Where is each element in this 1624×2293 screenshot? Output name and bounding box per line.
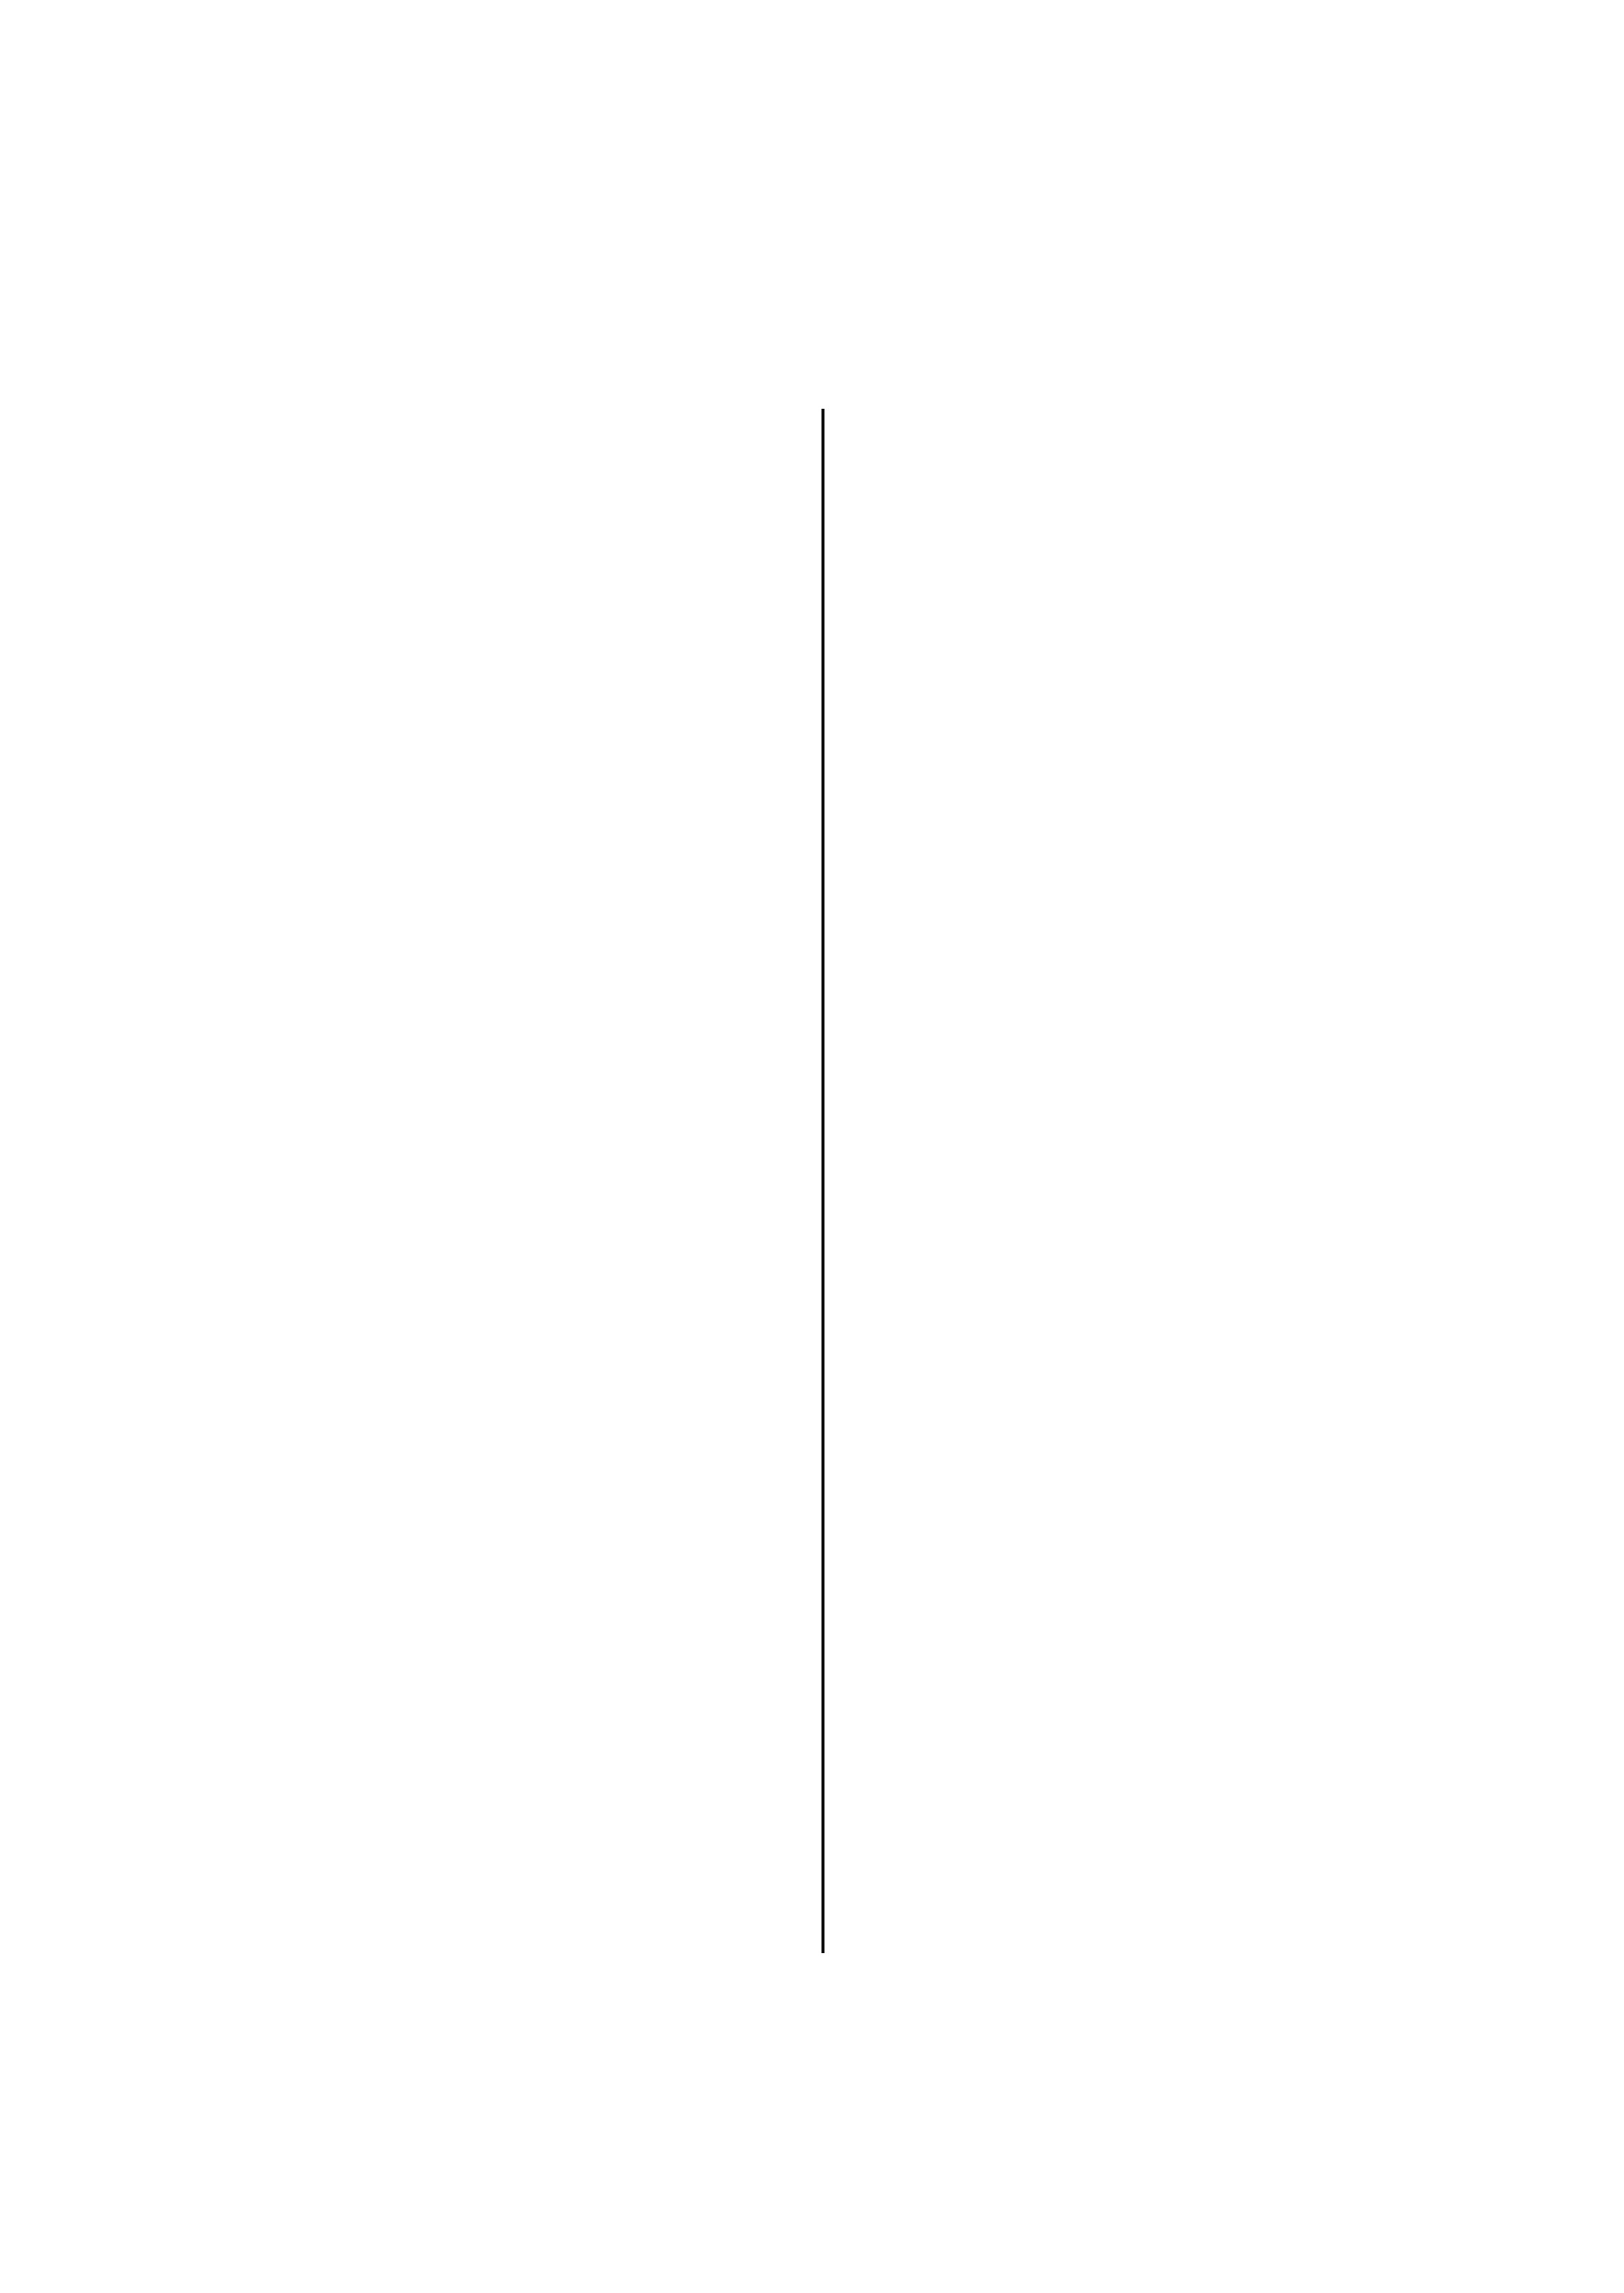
dictionary-entry [848, 1514, 1454, 1570]
dictionary-entry [204, 1010, 803, 1066]
dictionary-entry [204, 1514, 803, 1570]
dictionary-entry [204, 954, 803, 1010]
dictionary-entry [848, 1010, 1454, 1066]
dictionary-entry [204, 1738, 803, 1794]
dictionary-entry [848, 1570, 1454, 1626]
dictionary-entry [848, 618, 1454, 674]
dictionary-entry [848, 394, 1454, 450]
dictionary-entry [848, 1402, 1454, 1458]
dictionary-entry [848, 1346, 1454, 1402]
dictionary-entry [204, 1402, 803, 1458]
dictionary-entry [204, 842, 803, 898]
dictionary-entry [204, 898, 803, 954]
right-column [848, 394, 1454, 1794]
dictionary-entry [848, 786, 1454, 842]
dictionary-entry [848, 1682, 1454, 1738]
dictionary-entry [848, 842, 1454, 898]
dictionary-entry [848, 506, 1454, 562]
dictionary-entry [204, 618, 803, 674]
dictionary-entry [204, 1794, 803, 1850]
dictionary-entry [204, 674, 803, 730]
dictionary-entry [848, 954, 1454, 1010]
dictionary-entry [204, 1682, 803, 1738]
dictionary-entry [848, 1290, 1454, 1346]
dictionary-entry [204, 394, 803, 450]
dictionary-entry [848, 730, 1454, 786]
dictionary-entry [204, 506, 803, 562]
left-column [204, 394, 803, 1962]
dictionary-entry [848, 562, 1454, 618]
dictionary-entry [848, 450, 1454, 506]
dictionary-entry [848, 1626, 1454, 1682]
dictionary-entry [204, 1066, 803, 1122]
dictionary-entry [848, 1458, 1454, 1514]
dictionary-entry [848, 674, 1454, 730]
dictionary-entry [848, 1178, 1454, 1234]
dictionary-entry [204, 1234, 803, 1290]
dictionary-entry [204, 1626, 803, 1682]
dictionary-entry [204, 1290, 803, 1346]
dictionary-entry [204, 1178, 803, 1234]
dictionary-entry [204, 450, 803, 506]
column-divider [821, 409, 824, 1953]
dictionary-entry [204, 562, 803, 618]
dictionary-entry [204, 1458, 803, 1514]
dictionary-entry [204, 1346, 803, 1402]
dictionary-entry [848, 1234, 1454, 1290]
dictionary-entry [204, 1850, 803, 1906]
dictionary-entry [848, 1738, 1454, 1794]
dictionary-entry [848, 898, 1454, 954]
dictionary-entry [848, 1066, 1454, 1122]
dictionary-entry [204, 786, 803, 842]
dictionary-entry [848, 1122, 1454, 1178]
dictionary-entry [204, 1122, 803, 1178]
dictionary-entry [204, 730, 803, 786]
dictionary-entry [204, 1906, 803, 1962]
dictionary-entry [204, 1570, 803, 1626]
